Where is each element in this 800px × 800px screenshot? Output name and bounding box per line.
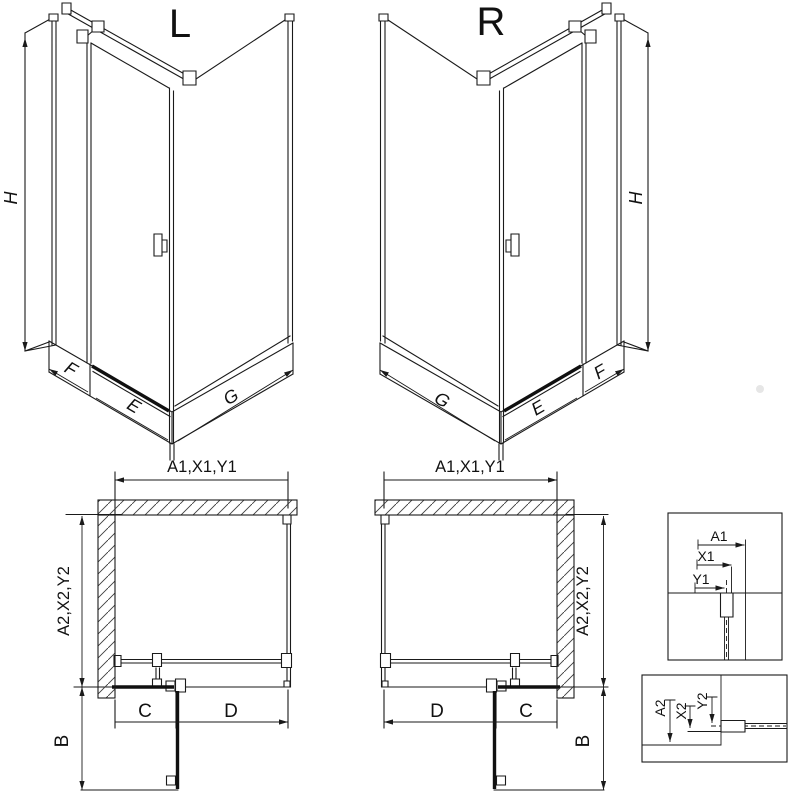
right-3d-view-geometry xyxy=(379,3,648,460)
door-width-label-left: E xyxy=(123,394,145,418)
right-plan-walls xyxy=(375,500,574,698)
door-width-label-right: E xyxy=(527,396,549,420)
plan-depth-label-left: A2,X2,Y2 xyxy=(55,566,73,636)
detail-y1-label: Y1 xyxy=(692,571,710,587)
detail-y2-label: Y2 xyxy=(694,692,710,710)
detail-x1-label: X1 xyxy=(697,548,715,564)
detail-box-depth-profile xyxy=(642,675,787,762)
right-plan-geometry xyxy=(381,472,575,789)
detail-x2-label: X2 xyxy=(673,702,689,720)
front-fixed-label-left: F xyxy=(61,357,81,381)
left-3d-view-geometry xyxy=(25,3,294,460)
right-view-label: R xyxy=(476,0,506,44)
right-plan-side-dimensions xyxy=(494,515,608,791)
side-panel-label-left: G xyxy=(219,384,243,410)
height-label-right: H xyxy=(626,191,646,205)
plan-c-label-right: C xyxy=(519,701,533,722)
plan-depth-label-right: A2,X2,Y2 xyxy=(574,566,592,636)
plan-entry-label-left: B xyxy=(52,734,73,748)
front-fixed-label-right: F xyxy=(590,360,610,384)
plan-d-label-right: D xyxy=(430,701,444,722)
detail-a2-label: A2 xyxy=(652,699,668,717)
plan-width-label-right: A1,X1,Y1 xyxy=(435,458,505,476)
plan-brackets-and-pivot xyxy=(114,515,292,785)
plan-width-label-left: A1,X1,Y1 xyxy=(167,458,237,476)
wall-hatch-top xyxy=(375,500,574,515)
detail-a1-label: A1 xyxy=(710,528,728,544)
wall-profile-section xyxy=(721,593,734,617)
plan-d-label-left: D xyxy=(224,701,238,722)
left-plan-geometry xyxy=(98,472,292,789)
left-plan-side-dimensions xyxy=(66,515,178,791)
wall-hatch-side xyxy=(557,515,574,698)
left-plan-walls xyxy=(98,500,297,698)
tray-dimension-lines xyxy=(49,369,293,441)
wall-profile-section xyxy=(721,721,745,733)
height-label-left: H xyxy=(1,191,21,205)
extension-lines xyxy=(494,515,608,791)
side-panel-label-right: G xyxy=(430,387,454,413)
watermark-dot xyxy=(756,385,764,393)
wall-hatch-top xyxy=(98,500,297,515)
extension-lines xyxy=(66,515,178,791)
plan-c-label-left: C xyxy=(138,701,152,722)
detail-frame xyxy=(642,675,787,762)
left-view-label: L xyxy=(168,2,192,46)
plan-entry-label-right: B xyxy=(573,734,594,748)
wall-hatch-side xyxy=(98,515,115,698)
